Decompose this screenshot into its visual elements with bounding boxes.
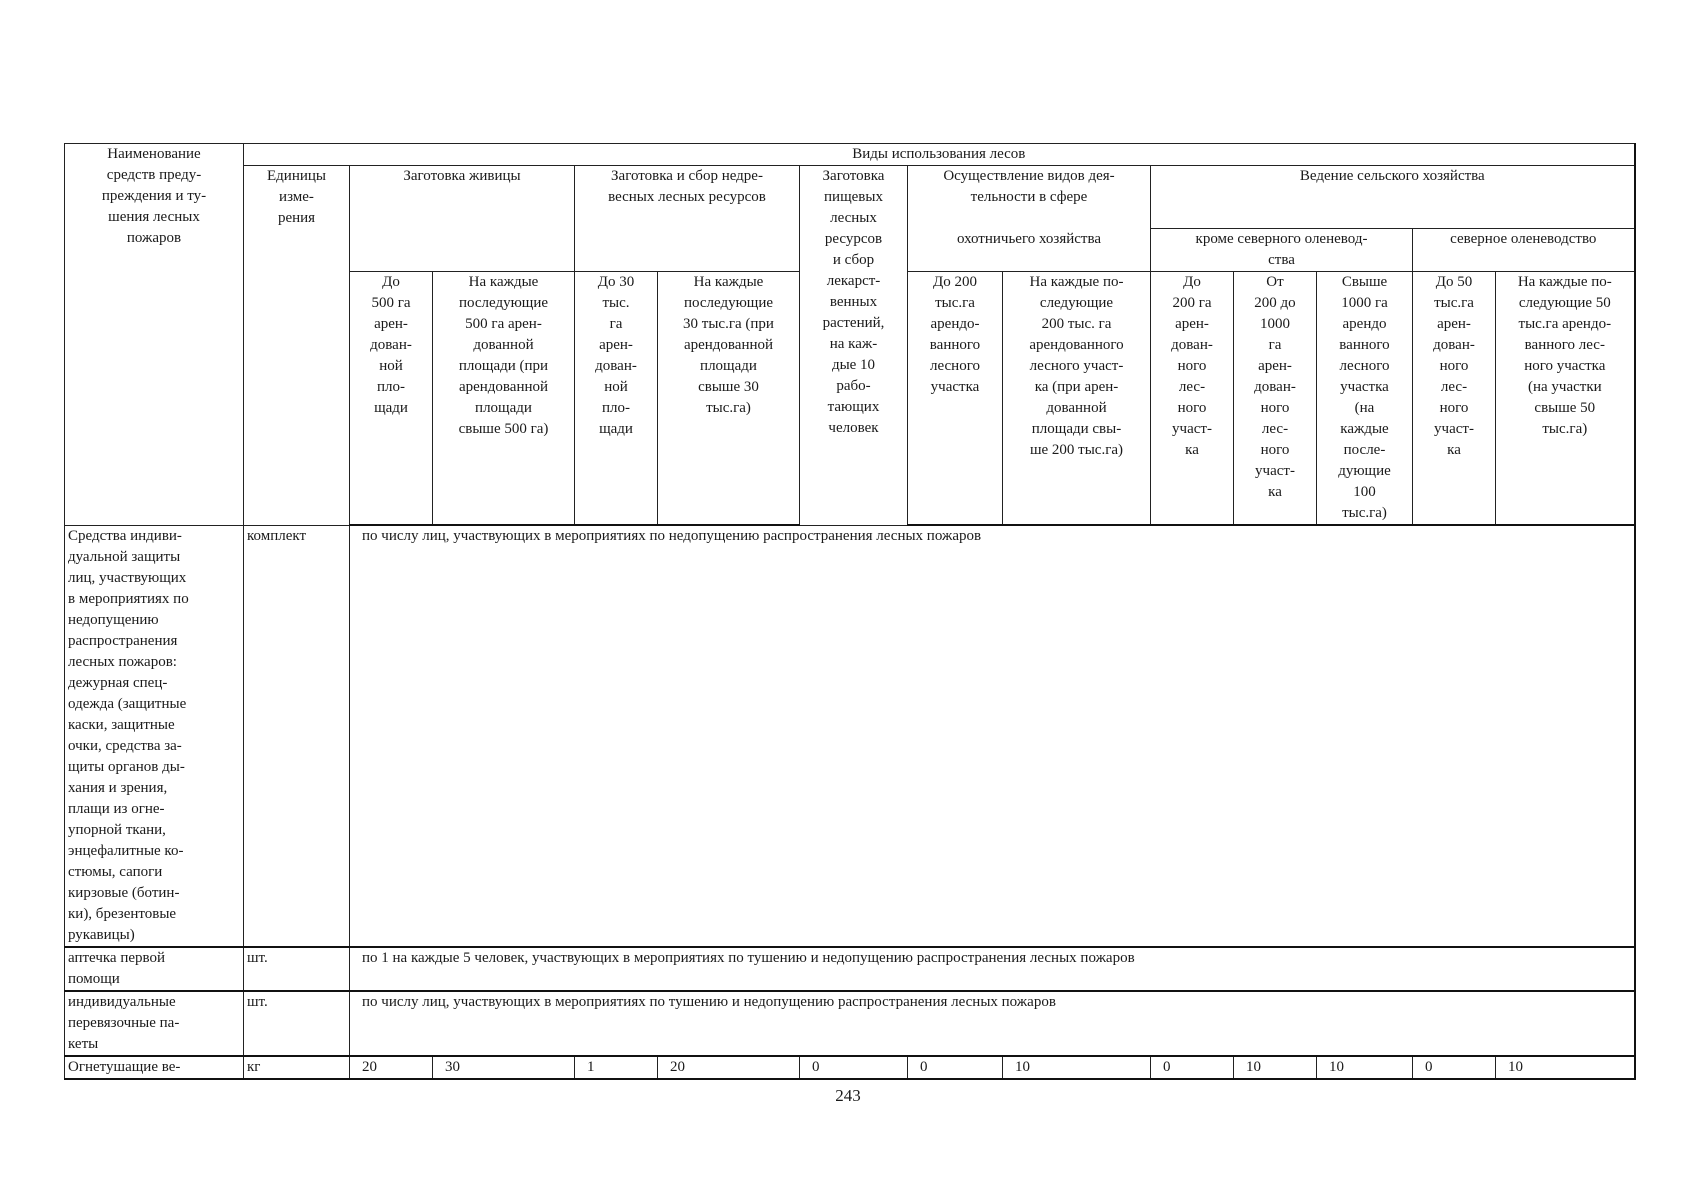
- row-unit: шт.: [244, 947, 350, 991]
- header-leaf: До 200 га арен- дован- ного лес- ного участ- ка: [1151, 272, 1234, 526]
- header-leaf: От 200 до 1000 га арен- дован- ного лес- ного участ- ка: [1234, 272, 1317, 526]
- page-number: 243: [835, 1086, 861, 1105]
- row-unit: комплект: [244, 525, 350, 947]
- row-unit: шт.: [244, 991, 350, 1056]
- row-value: 10: [1317, 1056, 1413, 1079]
- table-row: [65, 991, 1635, 1056]
- header-leaf: До 30 тыс. га арен- дован- ной пло- щади: [575, 272, 658, 526]
- header-leaf: На каждые по- следующие 200 тыс. га арендованного лесного участ- ка (при арен- дованной площади свы- ше 200 тыс.га): [1003, 272, 1151, 526]
- row-item-name: Средства индиви- дуальной защиты лиц, участвующих в мероприятиях по недопущению распространения лесных пожаров: дежурная спец- одежда (защитные каски, защитные очки, средства за- щиты органов ды- хания и зрения, плащи из огне- упорной ткани, энцефалитные ко- стюмы, сапоги кирзовые (ботин- ки), брезентовые рукавицы): [65, 525, 244, 947]
- header-leaf: На каждые по- следующие 50 тыс.га арендо- ванного лес- ного участка (на участки свыше 50 тыс.га): [1496, 272, 1635, 526]
- norms-table: [64, 143, 1636, 1080]
- row-norm-text: по числу лиц, участвующих в мероприятиях по недопущению распространения лесных пожаров: [350, 525, 1635, 947]
- row-value: 0: [908, 1056, 1003, 1079]
- row-item-name: аптечка первой помощи: [65, 947, 244, 991]
- header-leaf: На каждые последующие 30 тыс.га (при арендованной площади свыше 30 тыс.га): [658, 272, 800, 526]
- row-value: 30: [433, 1056, 575, 1079]
- header-agriculture: Ведение сельского хозяйства: [1151, 166, 1635, 229]
- row-norm-text: по 1 на каждые 5 человек, участвующих в мероприятиях по тушению и недопущению распространения лесных пожаров: [350, 947, 1635, 991]
- row-value: 20: [658, 1056, 800, 1079]
- header-leaf: Свыше 1000 га арендо ванного лесного участка (на каждые после- дующие 100 тыс.га): [1317, 272, 1413, 526]
- header-units: Единицы изме- рения: [244, 166, 350, 526]
- row-item-name: индивидуальные перевязочные па- кеты: [65, 991, 244, 1056]
- header-leaf: До 500 га арен- дован- ной пло- щади: [350, 272, 433, 526]
- row-value: 10: [1234, 1056, 1317, 1079]
- row-value: 0: [1413, 1056, 1496, 1079]
- header-except-reindeer: кроме северного оленевод- ства: [1151, 229, 1413, 272]
- row-unit: кг: [244, 1056, 350, 1079]
- header-resin-harvesting: Заготовка живицы: [350, 166, 575, 272]
- row-value: 0: [1151, 1056, 1234, 1079]
- header-name-column: Наименование средств преду- преждения и ту- шения лесных пожаров: [65, 144, 244, 526]
- header-forest-use-types: Виды использования лесов: [244, 144, 1635, 166]
- header-leaf: До 50 тыс.га арен- дован- ного лес- ного участ- ка: [1413, 272, 1496, 526]
- row-value: 10: [1003, 1056, 1151, 1079]
- header-leaf: На каждые последующие 500 га арен- дованной площади (при арендованной площади свыше 500 га): [433, 272, 575, 526]
- row-value: 10: [1496, 1056, 1635, 1079]
- header-hunting-top: Осуществление видов дея- тельности в сфере: [908, 166, 1151, 229]
- row-item-name: Огнетушащие ве-: [65, 1056, 244, 1079]
- row-norm-text: по числу лиц, участвующих в мероприятиях по тушению и недопущению распространения лесных пожаров: [350, 991, 1635, 1056]
- table-row: [65, 1056, 1635, 1079]
- table-row: [65, 947, 1635, 991]
- row-value: 20: [350, 1056, 433, 1079]
- table-row: [65, 525, 1635, 947]
- row-value: 1: [575, 1056, 658, 1079]
- header-reindeer: северное оленеводство: [1413, 229, 1635, 272]
- header-nonwood-resources: Заготовка и сбор недре- весных лесных ресурсов: [575, 166, 800, 272]
- header-hunting-bottom: охотничьего хозяйства: [908, 229, 1151, 272]
- header-food-resources: Заготовка пищевых лесных ресурсов и сбор лекарст- венных растений, на каж- дые 10 рабо- тающих человек: [800, 166, 908, 526]
- row-value: 0: [800, 1056, 908, 1079]
- header-leaf: До 200 тыс.га арендо- ванного лесного участка: [908, 272, 1003, 526]
